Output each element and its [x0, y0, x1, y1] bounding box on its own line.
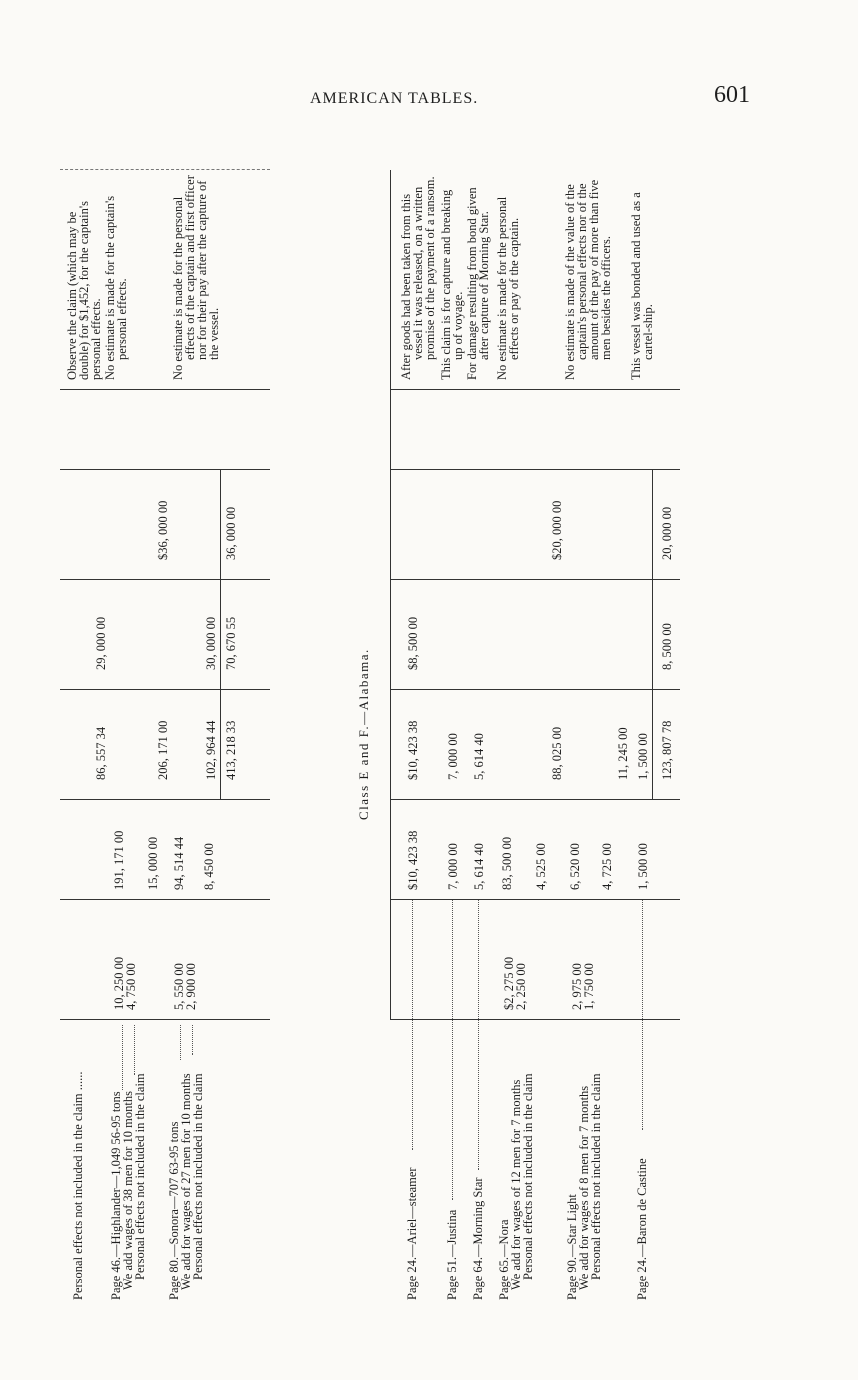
- col-rule: [390, 799, 680, 800]
- personal-effects-line: Personal effects not included in the claim ......: [71, 1071, 85, 1300]
- value: $10, 423 38: [406, 720, 420, 780]
- remark-line: vessel it was released, on a written: [411, 186, 425, 360]
- value: 5, 614 40: [472, 733, 486, 780]
- value: 11, 245 00: [616, 727, 630, 780]
- remark-line: personal effects.: [115, 278, 129, 360]
- total-value: 413, 218 33: [224, 720, 238, 780]
- remark-line: up of voyage.: [451, 291, 465, 360]
- value: 86, 557 34: [94, 726, 108, 780]
- value: 94, 514 44: [172, 836, 186, 890]
- value: 1, 500 00: [636, 843, 650, 890]
- value: 88, 025 00: [550, 726, 564, 780]
- entry-title: Page 51.—Justina: [445, 1209, 459, 1300]
- value: $36, 000 00: [156, 500, 170, 560]
- leader-dots: [122, 1025, 123, 1090]
- leader-dots: [134, 1025, 135, 1075]
- remark-line: effects of the captain and first officer: [183, 175, 197, 360]
- value: 2, 900 00: [184, 963, 198, 1010]
- value: 4, 525 00: [534, 843, 548, 890]
- remark-line: Observe the claim (which may be: [65, 211, 79, 380]
- entry-title: Page 46.—Highlander—1,049 56-95 tons: [109, 1091, 123, 1300]
- remark-line: effects or pay of the captain.: [507, 217, 521, 360]
- value: 5, 614 40: [472, 843, 486, 890]
- remark-line: after capture of Morning Star.: [477, 211, 491, 360]
- total-value: 8, 500 00: [660, 623, 674, 670]
- entry-title: Page 64.—Morning Star: [471, 1177, 485, 1300]
- remark-line: No estimate is made for the personal: [495, 196, 509, 380]
- total-value: 123, 807 78: [660, 720, 674, 780]
- running-header: AMERICAN TABLES.: [310, 90, 479, 107]
- entry-title: Page 65.—Nora: [497, 1219, 511, 1300]
- remark-line: personal effects.: [89, 298, 103, 380]
- col-rule: [390, 579, 680, 580]
- value: 10, 250 00: [112, 956, 126, 1010]
- remark-line: No estimate is made for the personal: [171, 196, 185, 380]
- value: 5, 550 00: [172, 963, 186, 1010]
- col-rule: [390, 899, 680, 900]
- entry-title: Page 90.—Star Light: [565, 1194, 579, 1300]
- value: 8, 450 00: [202, 843, 216, 890]
- remark-line: captain's personal effects nor of the: [575, 183, 589, 360]
- leader-dots: [478, 900, 479, 1170]
- remark-line: This vessel was bonded and used as a: [629, 192, 643, 380]
- value: $2, 275 00: [502, 956, 516, 1010]
- entry-subline: Personal effects not included in the claim: [133, 1073, 147, 1280]
- total-value: 20, 000 00: [660, 506, 674, 560]
- col-rule: [390, 389, 680, 390]
- entry-subline: Personal effects not included in the claim: [521, 1073, 535, 1280]
- value: 15, 000 00: [146, 836, 160, 890]
- entry-subline: We add for wages of 8 men for 7 months: [577, 1085, 591, 1290]
- value: 4, 750 00: [124, 963, 138, 1010]
- remark-line: cartel-ship.: [641, 304, 655, 360]
- entry-subline: Personal effects not included in the claim: [589, 1073, 603, 1280]
- value: 1, 750 00: [582, 963, 596, 1010]
- entry-subline: We add wages of 38 men for 10 months: [121, 1091, 135, 1290]
- value: 4, 725 00: [600, 843, 614, 890]
- remark-line: After goods had been taken from this: [399, 193, 413, 380]
- leader-dots: [642, 900, 643, 1130]
- col-rule: [60, 899, 270, 900]
- value: $10, 423 38: [406, 830, 420, 890]
- value: 7, 000 00: [446, 843, 460, 890]
- col-rule: [60, 1019, 270, 1020]
- entry-subline: We add for wages of 27 men for 10 months: [179, 1073, 193, 1290]
- entry-subline: Personal effects not included in the claim: [191, 1073, 205, 1280]
- table-top-rule: [390, 170, 391, 1020]
- section-title: Class E and F.—Alabama.: [356, 648, 371, 820]
- value: 206, 171 00: [156, 720, 170, 780]
- total-rule: [652, 470, 653, 800]
- total-value: 70, 670 55: [224, 616, 238, 670]
- remark-line: For damage resulting from bond given: [465, 187, 479, 380]
- value: $8, 500 00: [406, 616, 420, 670]
- value: 6, 520 00: [568, 843, 582, 890]
- remark-line: This claim is for capture and breaking: [439, 189, 453, 380]
- leader-dots: [452, 900, 453, 1200]
- value: 29, 000 00: [94, 616, 108, 670]
- col-rule: [60, 469, 270, 470]
- leader-dots: [192, 1025, 193, 1055]
- col-rule: [60, 579, 270, 580]
- value: $20, 000 00: [550, 500, 564, 560]
- leader-dots: [180, 1025, 181, 1060]
- remark-line: amount of the pay of more than five: [587, 179, 601, 360]
- leader-dots: [412, 900, 413, 1150]
- entry-title: Page 24.—Baron de Castine: [635, 1158, 649, 1300]
- entry-title: Page 80.—Sonora—707 63-95 tons: [167, 1121, 181, 1300]
- col-rule: [60, 799, 270, 800]
- total-rule: [220, 470, 221, 800]
- col-rule: [60, 389, 270, 390]
- rotated-table: [60, 120, 680, 1300]
- value: 83, 500 00: [500, 836, 514, 890]
- remark-line: promise of the payment of a ransom.: [423, 176, 437, 360]
- value: 2, 975 00: [570, 963, 584, 1010]
- col-rule: [60, 689, 270, 690]
- value: 191, 171 00: [112, 830, 126, 890]
- page-number: 601: [714, 82, 750, 108]
- remark-line: No estimate is made of the value of the: [563, 184, 577, 380]
- col-rule: [390, 689, 680, 690]
- entry-title: Page 24.—Ariel—steamer: [405, 1167, 419, 1300]
- value: 30, 000 00: [204, 616, 218, 670]
- value: 102, 964 44: [204, 720, 218, 780]
- col-rule: [390, 469, 680, 470]
- value: 1, 500 00: [636, 733, 650, 780]
- remark-line: men besides the officers.: [599, 235, 613, 360]
- entry-subline: We add for wages of 12 men for 7 months: [509, 1079, 523, 1290]
- remark-line: the vessel.: [207, 307, 221, 360]
- value: 2, 250 00: [514, 963, 528, 1010]
- total-value: 36, 000 00: [224, 506, 238, 560]
- remark-line: No estimate is made for the captain's: [103, 195, 117, 380]
- col-rule: [390, 1019, 680, 1020]
- table-edge-rule: [60, 169, 270, 170]
- value: 7, 000 00: [446, 733, 460, 780]
- remark-line: double) for $1,452, for the captain's: [77, 201, 91, 380]
- remark-line: nor for their pay after the capture of: [195, 180, 209, 360]
